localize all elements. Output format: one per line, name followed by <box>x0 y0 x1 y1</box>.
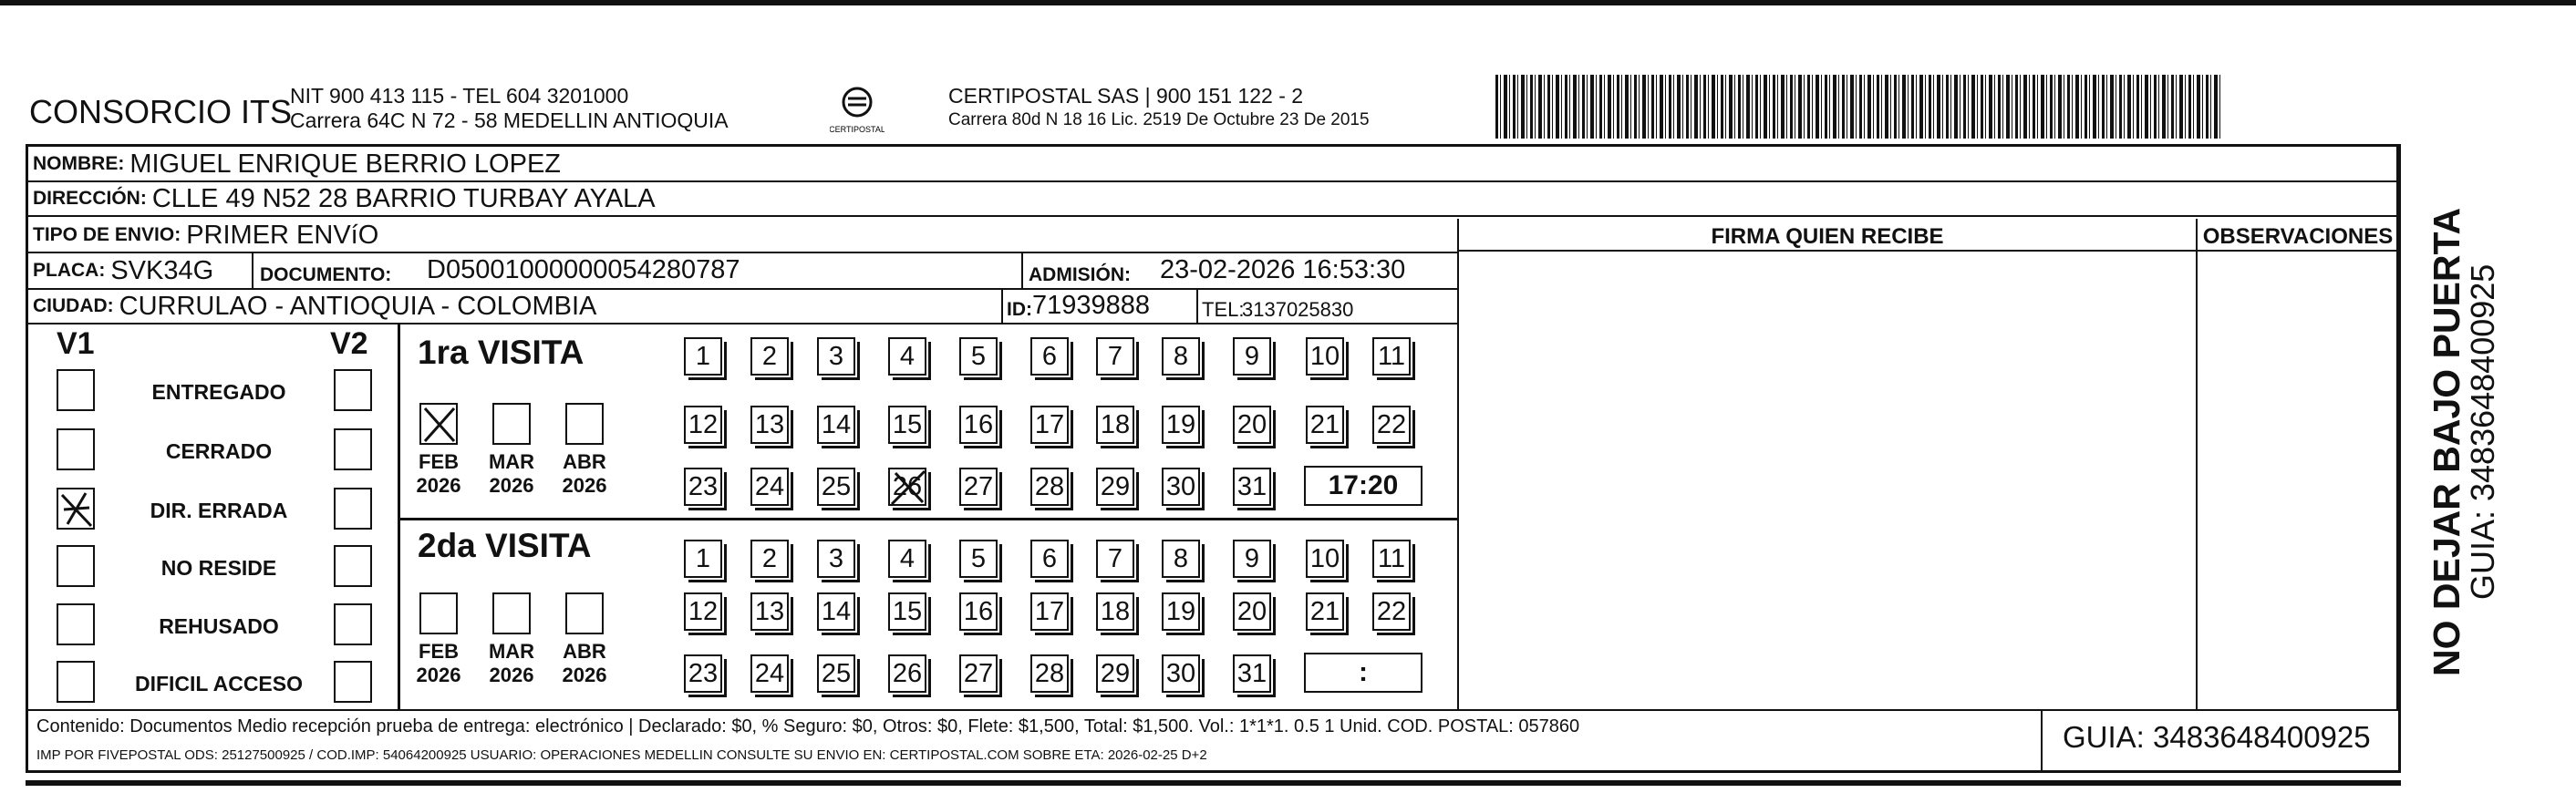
v2-checkbox[interactable] <box>334 488 372 530</box>
visita1-day-box[interactable]: 17 <box>1030 406 1069 444</box>
status-label: DIFICIL ACCESO <box>134 672 303 695</box>
ciudad-value: CURRULAO - ANTIOQUIA - COLOMBIA <box>119 291 597 321</box>
visita2-month-label: MAR 2026 <box>488 640 535 686</box>
v1-header: V1 <box>57 326 95 361</box>
visita2-day-box[interactable]: 29 <box>1096 654 1134 693</box>
visita2-day-box[interactable]: 9 <box>1233 540 1271 578</box>
visita2-time-field[interactable]: : <box>1304 653 1422 693</box>
visita1-day-box[interactable]: 4 <box>888 337 926 376</box>
visita1-day-box[interactable]: 12 <box>684 406 722 444</box>
visita2-month-checkbox[interactable] <box>492 592 531 634</box>
visita2-day-box[interactable]: 31 <box>1233 654 1271 693</box>
visita1-day-box[interactable]: 20 <box>1233 406 1271 444</box>
visita1-day-box[interactable]: 27 <box>959 468 998 506</box>
visita2-day-box[interactable]: 26 <box>888 654 926 693</box>
v1-checkbox[interactable] <box>57 428 95 470</box>
visita2-day-box[interactable]: 24 <box>750 654 789 693</box>
visita2-month-checkbox[interactable] <box>419 592 458 634</box>
nombre-row <box>27 148 2398 182</box>
visita1-month-checkbox[interactable] <box>419 403 458 445</box>
direccion-value: CLLE 49 N52 28 BARRIO TURBAY AYALA <box>151 183 656 213</box>
company-nit: NIT 900 413 115 - TEL 604 3201000 <box>290 84 629 108</box>
side-title: NO DEJAR BAJO PUERTA <box>2426 207 2467 676</box>
visita2-day-box[interactable]: 28 <box>1030 654 1069 693</box>
visita2-day-box[interactable]: 25 <box>817 654 855 693</box>
visita1-day-box[interactable]: 5 <box>959 337 998 376</box>
visita1-day-box[interactable]: 14 <box>817 406 855 444</box>
v2-checkbox[interactable] <box>334 428 372 470</box>
bottom-rule <box>26 780 2401 786</box>
visita2-day-box[interactable]: 17 <box>1030 592 1069 631</box>
status-label: NO RESIDE <box>160 556 277 580</box>
visita1-month-label: MAR 2026 <box>488 450 535 497</box>
visita1-time-field[interactable]: 17:20 <box>1304 466 1422 506</box>
tel-label: TEL: <box>1202 298 1245 321</box>
firma-header: FIRMA QUIEN RECIBE <box>1711 224 1944 249</box>
visita1-day-box[interactable]: 11 <box>1372 337 1411 376</box>
v1-checkbox[interactable] <box>57 488 95 530</box>
tipo-row <box>27 219 1459 253</box>
company-address: Carrera 64C N 72 - 58 MEDELLIN ANTIOQUIA <box>290 108 729 132</box>
visita2-day-box[interactable]: 22 <box>1372 592 1411 631</box>
visita2-day-box[interactable]: 5 <box>959 540 998 578</box>
placa-label: PLACA: <box>33 260 106 281</box>
tipo-value: PRIMER ENVíO <box>186 220 379 250</box>
v2-header: V2 <box>330 326 368 361</box>
top-rule <box>0 0 2576 5</box>
visita1-day-box[interactable]: 16 <box>959 406 998 444</box>
visita1-title: 1ra VISITA <box>418 334 585 371</box>
visita1-day-box[interactable]: 26 <box>888 468 926 506</box>
id-divider <box>1001 290 1003 324</box>
visita1-day-box[interactable]: 10 <box>1306 337 1344 376</box>
placa-divider <box>252 253 253 290</box>
visita2-day-box[interactable]: 16 <box>959 592 998 631</box>
courier-address: Carrera 80d N 18 16 Lic. 2519 De Octubre 23 De 2015 <box>948 110 1370 129</box>
visita2-day-box[interactable]: 4 <box>888 540 926 578</box>
status-label: ENTREGADO <box>151 380 286 404</box>
visita1-day-box[interactable]: 31 <box>1233 468 1271 506</box>
visita2-day-box[interactable]: 2 <box>750 540 789 578</box>
status-label: CERRADO <box>165 439 273 463</box>
documento-label: DOCUMENTO: <box>260 264 392 285</box>
courier-name: CERTIPOSTAL SAS | 900 151 122 - 2 <box>948 84 1304 108</box>
footer-contenido: Contenido: Documentos Medio recepción prueba de entrega: electrónico | Declarado: $0, % Seguro: $0, Otros: $0, Flete: $1,500, Total: $1,500. Vol.: 1*1*1. 0.5 1 Unid. COD. POSTAL: 057860 <box>36 716 1580 736</box>
nombre-label: NOMBRE: <box>33 153 125 174</box>
v1-checkbox[interactable] <box>57 545 95 587</box>
placa-value: SVK34G <box>110 255 214 285</box>
v2-checkbox[interactable] <box>334 545 372 587</box>
v2-checkbox[interactable] <box>334 369 372 411</box>
v1-checkbox[interactable] <box>57 369 95 411</box>
ciudad-label: CIUDAD: <box>33 295 114 316</box>
v1-checkbox[interactable] <box>57 603 95 645</box>
id-label: ID: <box>1007 299 1032 320</box>
visita2-day-box[interactable]: 1 <box>684 540 722 578</box>
visita2-title: 2da VISITA <box>418 527 592 564</box>
visita1-month-checkbox[interactable] <box>492 403 531 445</box>
direccion-row <box>27 182 2398 217</box>
company-name: CONSORCIO ITS <box>29 93 293 130</box>
visita2-day-box[interactable]: 13 <box>750 592 789 631</box>
visita1-day-box[interactable]: 21 <box>1306 406 1344 444</box>
visita1-day-box[interactable]: 22 <box>1372 406 1411 444</box>
v2-checkbox[interactable] <box>334 661 372 703</box>
columns-header-line <box>1457 250 2398 252</box>
obs-column <box>2196 219 2198 709</box>
status-divider <box>398 324 400 709</box>
visita2-day-box[interactable]: 23 <box>684 654 722 693</box>
visita2-day-box[interactable]: 20 <box>1233 592 1271 631</box>
certipostal-logo <box>830 82 885 137</box>
footer-top <box>26 709 2401 711</box>
firma-column <box>1457 219 1459 709</box>
v1-checkbox[interactable] <box>57 661 95 703</box>
documento-value: D05001000000054280787 <box>427 255 740 284</box>
visita1-month-label: ABR 2026 <box>562 450 607 497</box>
visita1-day-box[interactable]: 18 <box>1096 406 1134 444</box>
visita2-day-box[interactable]: 30 <box>1162 654 1200 693</box>
visita1-day-box[interactable]: 28 <box>1030 468 1069 506</box>
visita1-day-box[interactable]: 30 <box>1162 468 1200 506</box>
visita1-day-box[interactable]: 3 <box>817 337 855 376</box>
v2-checkbox[interactable] <box>334 603 372 645</box>
visita1-day-box[interactable]: 6 <box>1030 337 1069 376</box>
tipo-label: TIPO DE ENVIO: <box>33 224 181 245</box>
visita1-day-box[interactable]: 13 <box>750 406 789 444</box>
visita-split <box>398 518 1457 520</box>
visita2-day-box[interactable]: 18 <box>1096 592 1134 631</box>
nombre-value: MIGUEL ENRIQUE BERRIO LOPEZ <box>129 149 562 179</box>
visita1-day-box[interactable]: 8 <box>1162 337 1200 376</box>
visita1-month-label: FEB 2026 <box>416 450 461 497</box>
visita2-day-box[interactable]: 6 <box>1030 540 1069 578</box>
visita1-day-box[interactable]: 23 <box>684 468 722 506</box>
visita1-day-box[interactable]: 1 <box>684 337 722 376</box>
visita2-day-box[interactable]: 15 <box>888 592 926 631</box>
visita1-day-box[interactable]: 7 <box>1096 337 1134 376</box>
visita1-day-box[interactable]: 9 <box>1233 337 1271 376</box>
visita1-day-box[interactable]: 19 <box>1162 406 1200 444</box>
visita2-day-box[interactable]: 10 <box>1306 540 1344 578</box>
footer-imp: IMP POR FIVEPOSTAL ODS: 25127500925 / COD.IMP: 54064200925 USUARIO: OPERACIONES MEDELLIN CONSULTE SU ENVIO EN: CERTIPOSTAL.COM SOBRE ETA: 2026-02-25 D+2 <box>36 747 1207 763</box>
footer-guia: GUIA: 3483648400925 <box>2063 720 2371 754</box>
visita2-day-box[interactable]: 8 <box>1162 540 1200 578</box>
visita2-month-label: ABR 2026 <box>562 640 607 686</box>
visita2-day-box[interactable]: 27 <box>959 654 998 693</box>
visita2-day-box[interactable]: 12 <box>684 592 722 631</box>
observaciones-header: OBSERVACIONES <box>2202 224 2394 249</box>
visita2-month-label: FEB 2026 <box>416 640 461 686</box>
svg-text:CERTIPOSTAL: CERTIPOSTAL <box>830 125 885 134</box>
visita2-month-checkbox[interactable] <box>565 592 604 634</box>
visita2-day-box[interactable]: 3 <box>817 540 855 578</box>
visita1-day-box[interactable]: 25 <box>817 468 855 506</box>
tel-divider <box>1196 290 1198 324</box>
barcode <box>1495 75 2220 139</box>
visita1-day-box[interactable]: 29 <box>1096 468 1134 506</box>
tel-value: 3137025830 <box>1242 298 1354 321</box>
direccion-label: DIRECCIÓN: <box>33 188 147 209</box>
visita1-day-box[interactable]: 15 <box>888 406 926 444</box>
visita2-day-box[interactable]: 14 <box>817 592 855 631</box>
admision-label: ADMISIÓN: <box>1029 264 1131 285</box>
visita2-day-box[interactable]: 19 <box>1162 592 1200 631</box>
admision-box <box>1021 253 1023 290</box>
side-guia: GUIA: 3483648400925 <box>2464 263 2501 600</box>
visita2-day-box[interactable]: 11 <box>1372 540 1411 578</box>
visita1-month-checkbox[interactable] <box>565 403 604 445</box>
visita1-day-box[interactable]: 2 <box>750 337 789 376</box>
status-label: DIR. ERRADA <box>150 499 288 522</box>
visita2-day-box[interactable]: 7 <box>1096 540 1134 578</box>
visita1-day-box[interactable]: 24 <box>750 468 789 506</box>
guia-box-divider <box>2041 709 2043 773</box>
status-label: REHUSADO <box>159 614 279 638</box>
admision-value: 23-02-2026 16:53:30 <box>1160 255 1406 284</box>
id-value: 71939888 <box>1032 291 1151 320</box>
visita2-day-box[interactable]: 21 <box>1306 592 1344 631</box>
